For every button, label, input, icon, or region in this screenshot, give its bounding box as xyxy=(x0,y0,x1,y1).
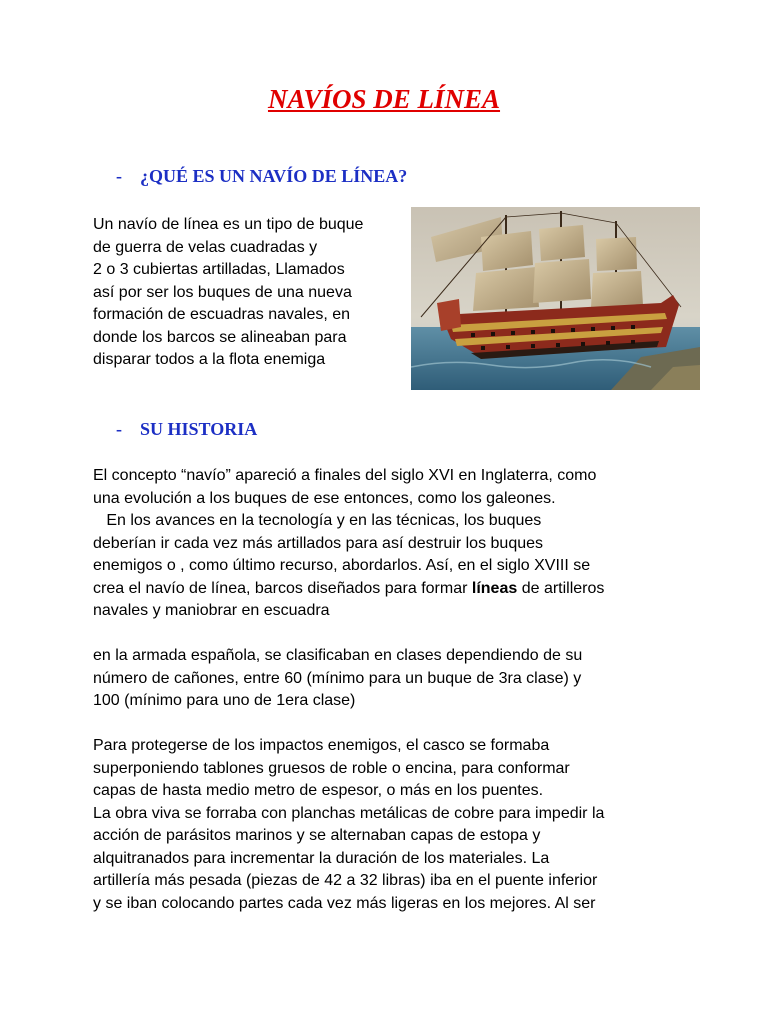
history-paragraph xyxy=(93,645,693,713)
text-line: capas de hasta medio metro de espesor, o más en los puentes. xyxy=(93,782,544,799)
text-line: navales y maniobrar en escuadra xyxy=(93,602,330,619)
history-paragraph xyxy=(93,465,693,623)
text-line: de guerra de velas cuadradas y xyxy=(93,238,318,256)
document-title: NAVÍOS DE LÍNEA xyxy=(267,84,501,114)
text-line: donde los barcos se alineaban para xyxy=(93,328,347,346)
heading-dash: - xyxy=(116,419,122,439)
text-line: En los avances en la tecnología y en las técnicas, los buques xyxy=(93,512,542,529)
text-line: alquitranados para incrementar la duración de los materiales. La xyxy=(93,849,550,867)
ship-of-the-line-image xyxy=(411,207,700,390)
bold-term: líneas xyxy=(471,579,518,597)
text-line: así por ser los buques de una nueva xyxy=(93,283,352,301)
history-paragraph xyxy=(93,735,693,915)
text-line: 100 (mínimo para uno de 1era clase) xyxy=(93,692,356,709)
text-run: crea el navío de línea, barcos diseñados para formar xyxy=(93,579,472,597)
heading-dash: - xyxy=(116,166,122,186)
text-line: formación de escuadras navales, en xyxy=(93,306,351,323)
text-line: artillería más pesada (piezas de 42 a 32 libras) iba en el puente inferior xyxy=(93,872,598,889)
text-line: Para protegerse de los impactos enemigos, el casco se formaba xyxy=(93,737,550,754)
text-line: deberían ir cada vez más artillados para así destruir los buques xyxy=(93,534,544,552)
text-line xyxy=(93,578,693,601)
intro-paragraph xyxy=(93,214,413,372)
text-line: disparar todos a la flota enemiga xyxy=(93,351,326,368)
text-line: El concepto “navío” apareció a finales del siglo XVI en Inglaterra, como xyxy=(93,467,597,484)
text-run: de artilleros xyxy=(517,579,605,597)
text-line: una evolución a los buques de ese entonces, como los galeones. xyxy=(93,489,556,507)
text-line: acción de parásitos marinos y se alternaban capas de estopa y xyxy=(93,827,541,844)
heading-text: ¿QUÉ ES UN NAVÍO DE LÍNEA? xyxy=(140,166,408,186)
text-line: y se iban colocando partes cada vez más ligeras en los mejores. Al ser xyxy=(93,894,596,912)
text-line: Un navío de línea es un tipo de buque xyxy=(93,216,364,233)
text-line: 2 o 3 cubiertas artilladas, Llamados xyxy=(93,261,345,278)
text-line: en la armada española, se clasificaban en clases dependiendo de su xyxy=(93,647,583,664)
text-line: superponiendo tablones gruesos de roble o encina, para conformar xyxy=(93,759,570,777)
text-line: La obra viva se forraba con planchas metálicas de cobre para impedir la xyxy=(93,804,605,822)
text-line: enemigos o , como último recurso, abordarlos. Así, en el siglo XVIII se xyxy=(93,557,591,574)
section-heading-what-is xyxy=(116,166,407,187)
text-line: número de cañones, entre 60 (mínimo para un buque de 3ra clase) y xyxy=(93,669,582,687)
section-heading-history xyxy=(116,419,257,440)
heading-text: SU HISTORIA xyxy=(140,419,258,439)
